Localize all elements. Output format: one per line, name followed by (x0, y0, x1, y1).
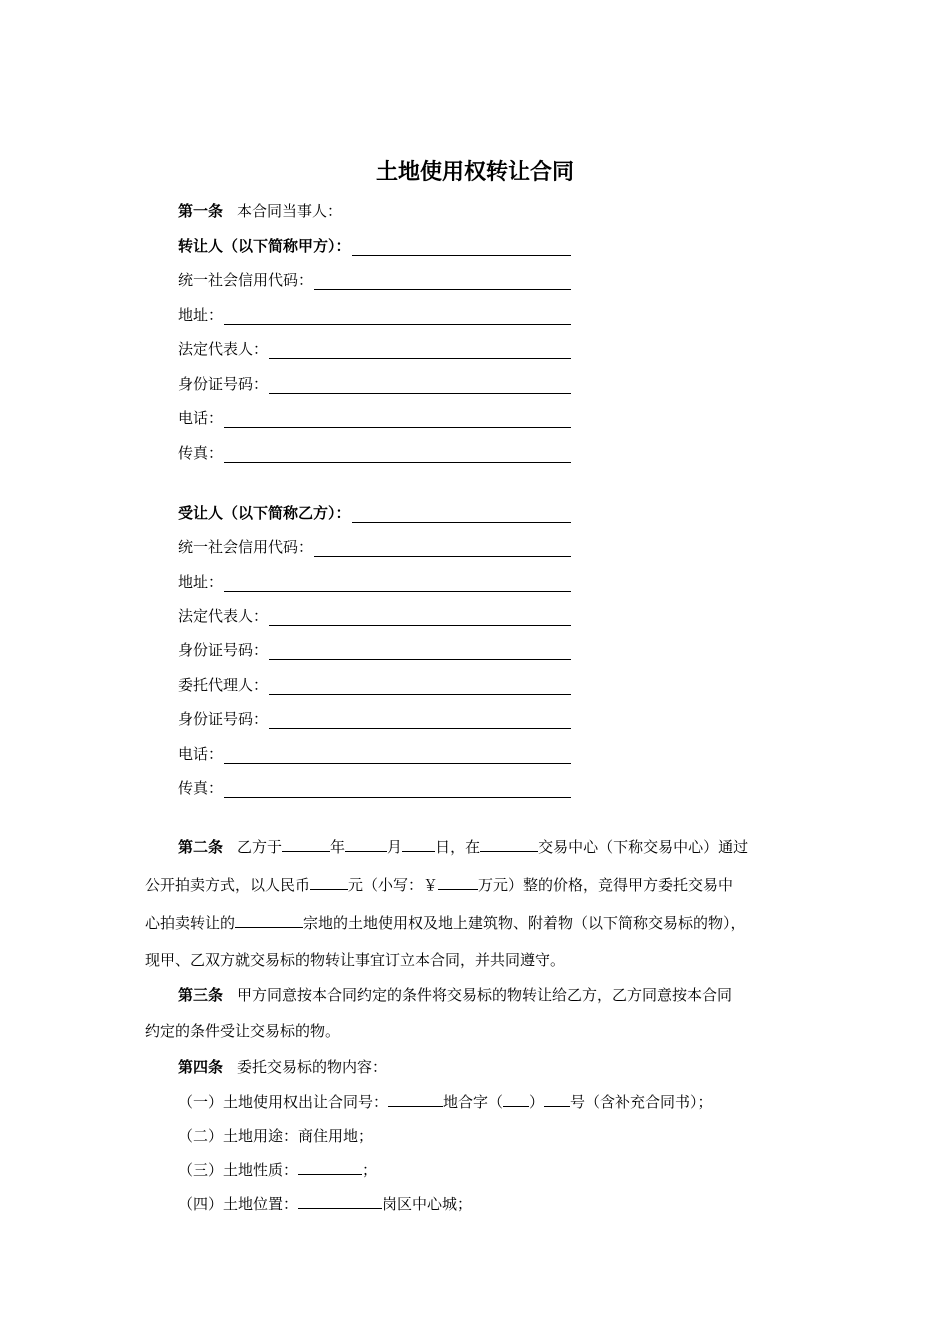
blank (402, 837, 435, 852)
article1-text: 本合同当事人： (237, 202, 343, 220)
transferor-legal-rep-field (178, 339, 571, 359)
text-run: 交易中心（下称交易中心）通过 (538, 838, 749, 856)
blank (298, 1160, 362, 1175)
document-title: 土地使用权转让合同 (375, 160, 574, 185)
text-run: 委托交易标的物内容： (237, 1058, 388, 1076)
blank (544, 1092, 570, 1107)
field-label: 电话： (178, 745, 224, 763)
text-run: ； (362, 1161, 378, 1179)
field-blank (314, 274, 571, 290)
field-label: 统一社会信用代码： (178, 538, 314, 556)
article4-intro (178, 1057, 848, 1077)
field-label: 法定代表人： (178, 607, 269, 625)
text-run: 号（含补充合同书）； (570, 1093, 713, 1111)
article1-intro (178, 201, 342, 221)
transferee-credit-code-field (178, 537, 571, 557)
transferee-id-field (178, 640, 571, 660)
field-blank (224, 309, 571, 325)
article4-item3 (178, 1160, 848, 1180)
blank (235, 913, 303, 928)
text-run: （三）土地性质： (178, 1161, 299, 1179)
transferor-phone-field (178, 408, 571, 428)
field-label: 统一社会信用代码： (178, 271, 314, 289)
text-run: ） (529, 1093, 545, 1111)
field-blank (224, 447, 571, 463)
text-run: 甲方同意按本合同约定的条件将交易标的物转让给乙方，乙方同意按本合同 (237, 986, 733, 1004)
field-blank (269, 644, 571, 660)
field-blank (224, 748, 571, 764)
article2-line1 (178, 837, 848, 857)
article4-item1 (178, 1092, 848, 1112)
text-run: 乙方于 (237, 838, 283, 856)
text-run: 宗地的土地使用权及地上建筑物、附着物（以下简称交易标的物）， (303, 914, 746, 932)
transferor-fax-field (178, 443, 571, 463)
blank (345, 837, 387, 852)
field-label: 地址： (178, 573, 224, 591)
field-blank (224, 576, 571, 592)
field-label: 传真： (178, 779, 224, 797)
transferee-name-blank (352, 507, 571, 523)
transferee-heading: 受让人（以下简称乙方）： (178, 504, 351, 522)
field-label: 委托代理人： (178, 676, 269, 694)
article2-label: 第二条 (178, 838, 224, 856)
transferee-fax-field (178, 778, 571, 798)
field-blank (224, 782, 571, 798)
field-blank (314, 541, 571, 557)
transferee-heading-field (178, 503, 571, 523)
field-blank (269, 713, 571, 729)
blank (388, 1092, 443, 1107)
transferor-id-field (178, 374, 571, 394)
article2-line4: 现甲、乙双方就交易标的物转让事宜订立本合同，并共同遵守。 (145, 951, 566, 969)
blank (310, 875, 348, 890)
field-label: 法定代表人： (178, 340, 269, 358)
article2-line2 (145, 875, 815, 895)
blank (503, 1092, 529, 1107)
field-label: 身份证号码： (178, 375, 269, 393)
text-run: 元（小写：￥ (348, 876, 439, 894)
text-run: （一）土地使用权出让合同号： (178, 1093, 389, 1111)
transferor-name-blank (352, 240, 571, 256)
blank (298, 1194, 382, 1209)
field-blank (269, 610, 571, 626)
article4-label: 第四条 (178, 1058, 224, 1076)
transferor-heading: 转让人（以下简称甲方）： (178, 237, 351, 255)
text-run: 岗区中心城； (382, 1195, 473, 1213)
article1-label: 第一条 (178, 202, 224, 220)
text-run: 心拍卖转让的 (145, 914, 236, 932)
field-blank (269, 378, 571, 394)
article4-item4 (178, 1194, 848, 1214)
text-run: 月 (387, 838, 403, 856)
field-label: 身份证号码： (178, 710, 269, 728)
field-label: 传真： (178, 444, 224, 462)
transferee-agent-id-field (178, 709, 571, 729)
transferee-legal-rep-field (178, 606, 571, 626)
text-run: 地合字（ (443, 1093, 504, 1111)
field-label: 地址： (178, 306, 224, 324)
blank (282, 837, 330, 852)
field-blank (224, 412, 571, 428)
article3-line2: 约定的条件受让交易标的物。 (145, 1022, 341, 1040)
field-label: 身份证号码： (178, 641, 269, 659)
article2-line3 (145, 913, 815, 933)
transferee-phone-field (178, 744, 571, 764)
blank (480, 837, 538, 852)
article3-line1 (178, 985, 848, 1005)
article4-item2: （二）土地用途：商住用地； (178, 1127, 374, 1145)
transferee-address-field (178, 572, 571, 592)
blank (438, 875, 478, 890)
field-blank (269, 679, 571, 695)
transferor-heading-field (178, 236, 571, 256)
text-run: 年 (330, 838, 346, 856)
transferor-credit-code-field (178, 270, 571, 290)
field-blank (269, 343, 571, 359)
text-run: 日，在 (435, 838, 481, 856)
transferee-agent-field (178, 675, 571, 695)
text-run: 万元）整的价格，竞得甲方委托交易中 (478, 876, 734, 894)
text-run: （四）土地位置： (178, 1195, 299, 1213)
transferor-address-field (178, 305, 571, 325)
article3-label: 第三条 (178, 986, 224, 1004)
field-label: 电话： (178, 409, 224, 427)
text-run: 公开拍卖方式，以人民币 (145, 876, 311, 894)
